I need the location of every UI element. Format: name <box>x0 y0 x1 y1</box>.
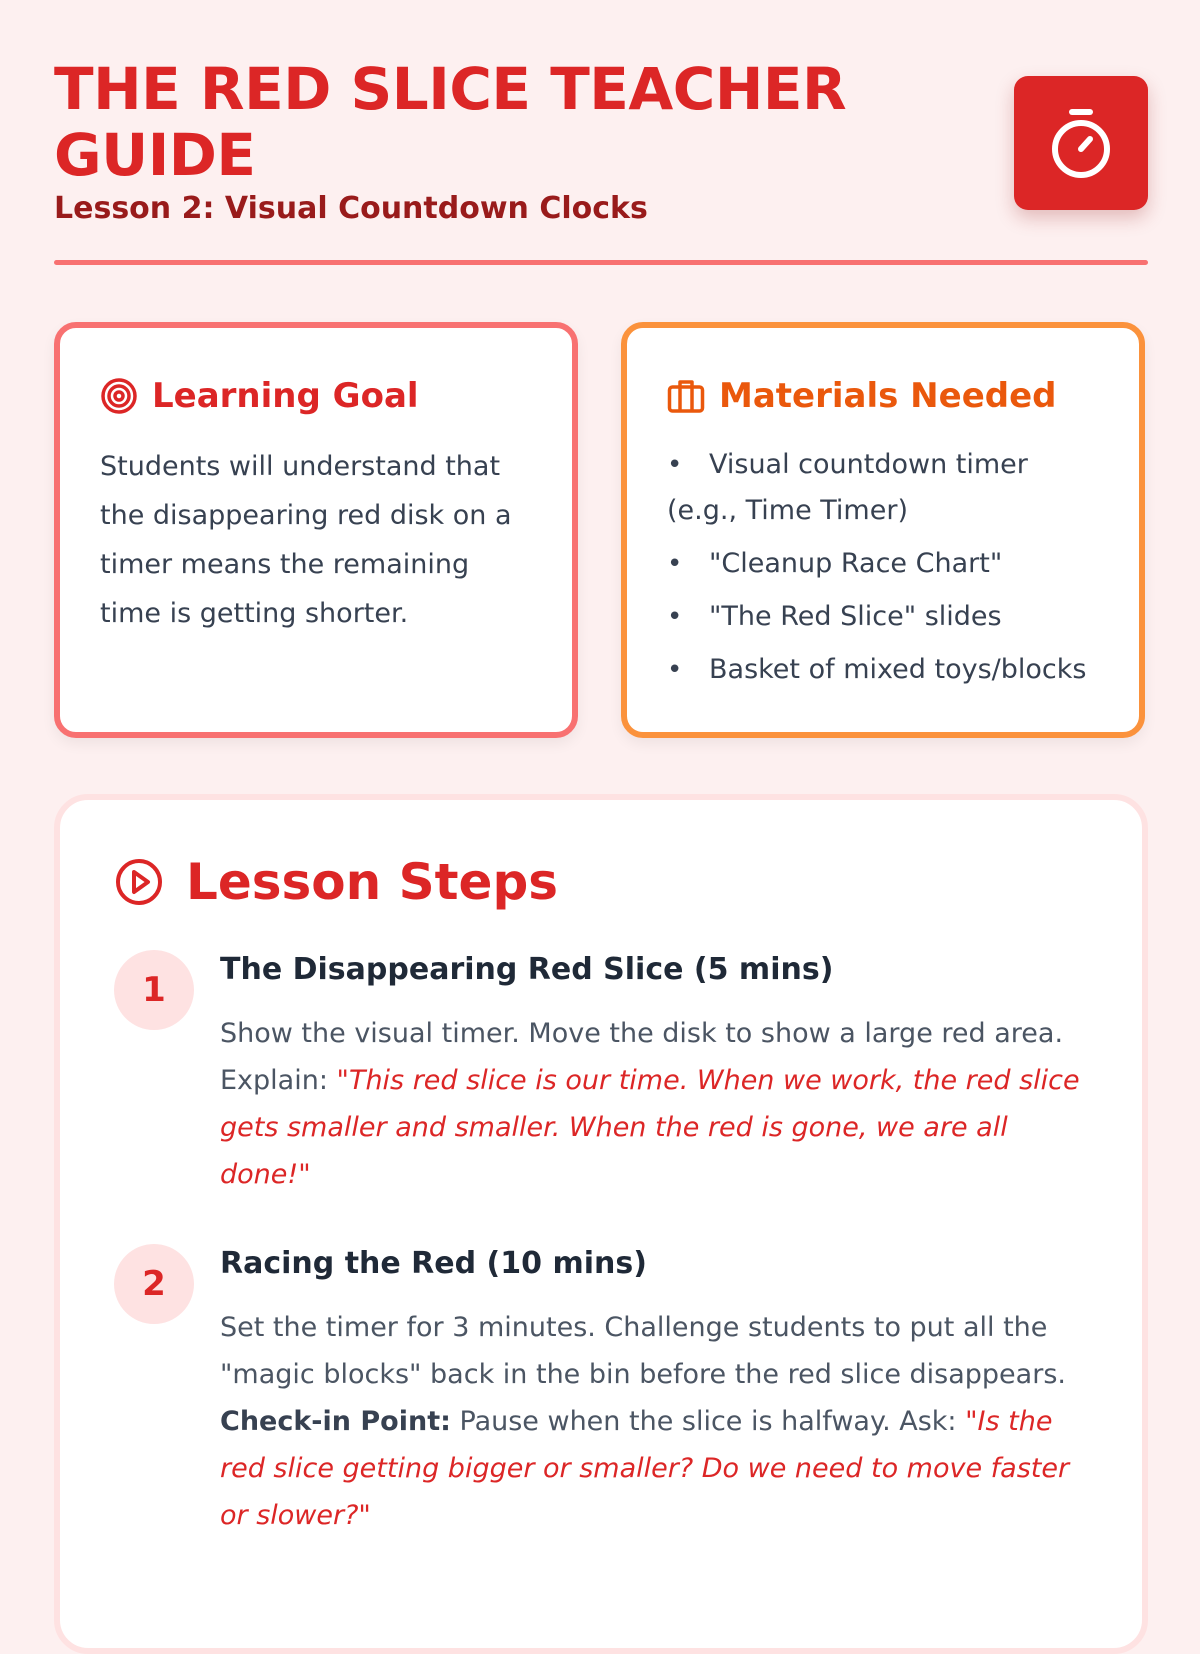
bullet-icon: • <box>667 602 683 632</box>
bullet-icon: • <box>667 450 683 480</box>
learning-goal-heading <box>100 374 532 418</box>
timer-badge <box>1014 76 1148 210</box>
briefcase-icon <box>667 378 705 414</box>
materials-heading <box>667 374 1099 418</box>
play-circle-icon <box>114 857 164 907</box>
step-quote: "This red slice is our time. When we work, the red slice gets smaller and smaller. When the red is gone, we are all done!" <box>220 1065 1080 1190</box>
list-item <box>667 647 1099 693</box>
lesson-subtitle: Lesson 2: Visual Countdown Clocks <box>54 191 648 226</box>
material-label: Basket of mixed toys/blocks <box>709 654 1087 685</box>
material-label: "Cleanup Race Chart" <box>709 548 1003 579</box>
target-icon <box>100 377 138 415</box>
lesson-step-1 <box>114 950 1088 1198</box>
step-body <box>220 1010 1088 1198</box>
lesson-step-2 <box>114 1244 1088 1539</box>
step-quote: "Is the red slice getting bigger or smaller? Do we need to move faster or slower?" <box>220 1406 1070 1531</box>
list-item <box>667 442 1099 534</box>
materials-card <box>621 322 1145 738</box>
lesson-steps-heading <box>114 850 1088 914</box>
check-in-label: Check-in Point: <box>220 1406 451 1437</box>
learning-goal-title: Learning Goal <box>152 376 419 416</box>
lesson-steps-card <box>54 794 1148 1654</box>
material-label: "The Red Slice" slides <box>709 601 1002 632</box>
header-divider <box>54 260 1148 265</box>
page-header <box>54 0 1148 268</box>
bullet-icon: • <box>667 549 683 579</box>
page-title: THE RED SLICE TEACHER GUIDE <box>54 55 847 189</box>
materials-list <box>667 442 1099 693</box>
materials-title: Materials Needed <box>719 376 1057 416</box>
list-item <box>667 594 1099 640</box>
step-instruction: Show the visual timer. Move the disk to show a large red area. Explain: <box>220 1018 1064 1096</box>
list-item <box>667 541 1099 587</box>
step-title: The Disappearing Red Slice (5 mins) <box>220 952 834 987</box>
step-number: 2 <box>114 1244 194 1324</box>
lesson-steps-title: Lesson Steps <box>186 853 559 911</box>
material-label: Visual countdown timer (e.g., Time Timer) <box>667 449 1028 526</box>
step-body <box>220 1304 1088 1539</box>
teacher-guide-page <box>54 0 1148 1531</box>
check-in-text: Pause when the slice is halfway. Ask: <box>450 1406 966 1437</box>
bullet-icon: • <box>667 655 683 685</box>
step-title: Racing the Red (10 mins) <box>220 1246 647 1281</box>
learning-goal-card <box>54 322 578 738</box>
step-number: 1 <box>114 950 194 1030</box>
stopwatch-icon <box>1048 107 1114 179</box>
step-instruction: Set the timer for 3 minutes. Challenge students to put all the "magic blocks" back in the bin before the red slice disappears. <box>220 1312 1066 1390</box>
learning-goal-text: Students will understand that the disappearing red disk on a timer means the remaining time is getting shorter. <box>100 451 512 629</box>
